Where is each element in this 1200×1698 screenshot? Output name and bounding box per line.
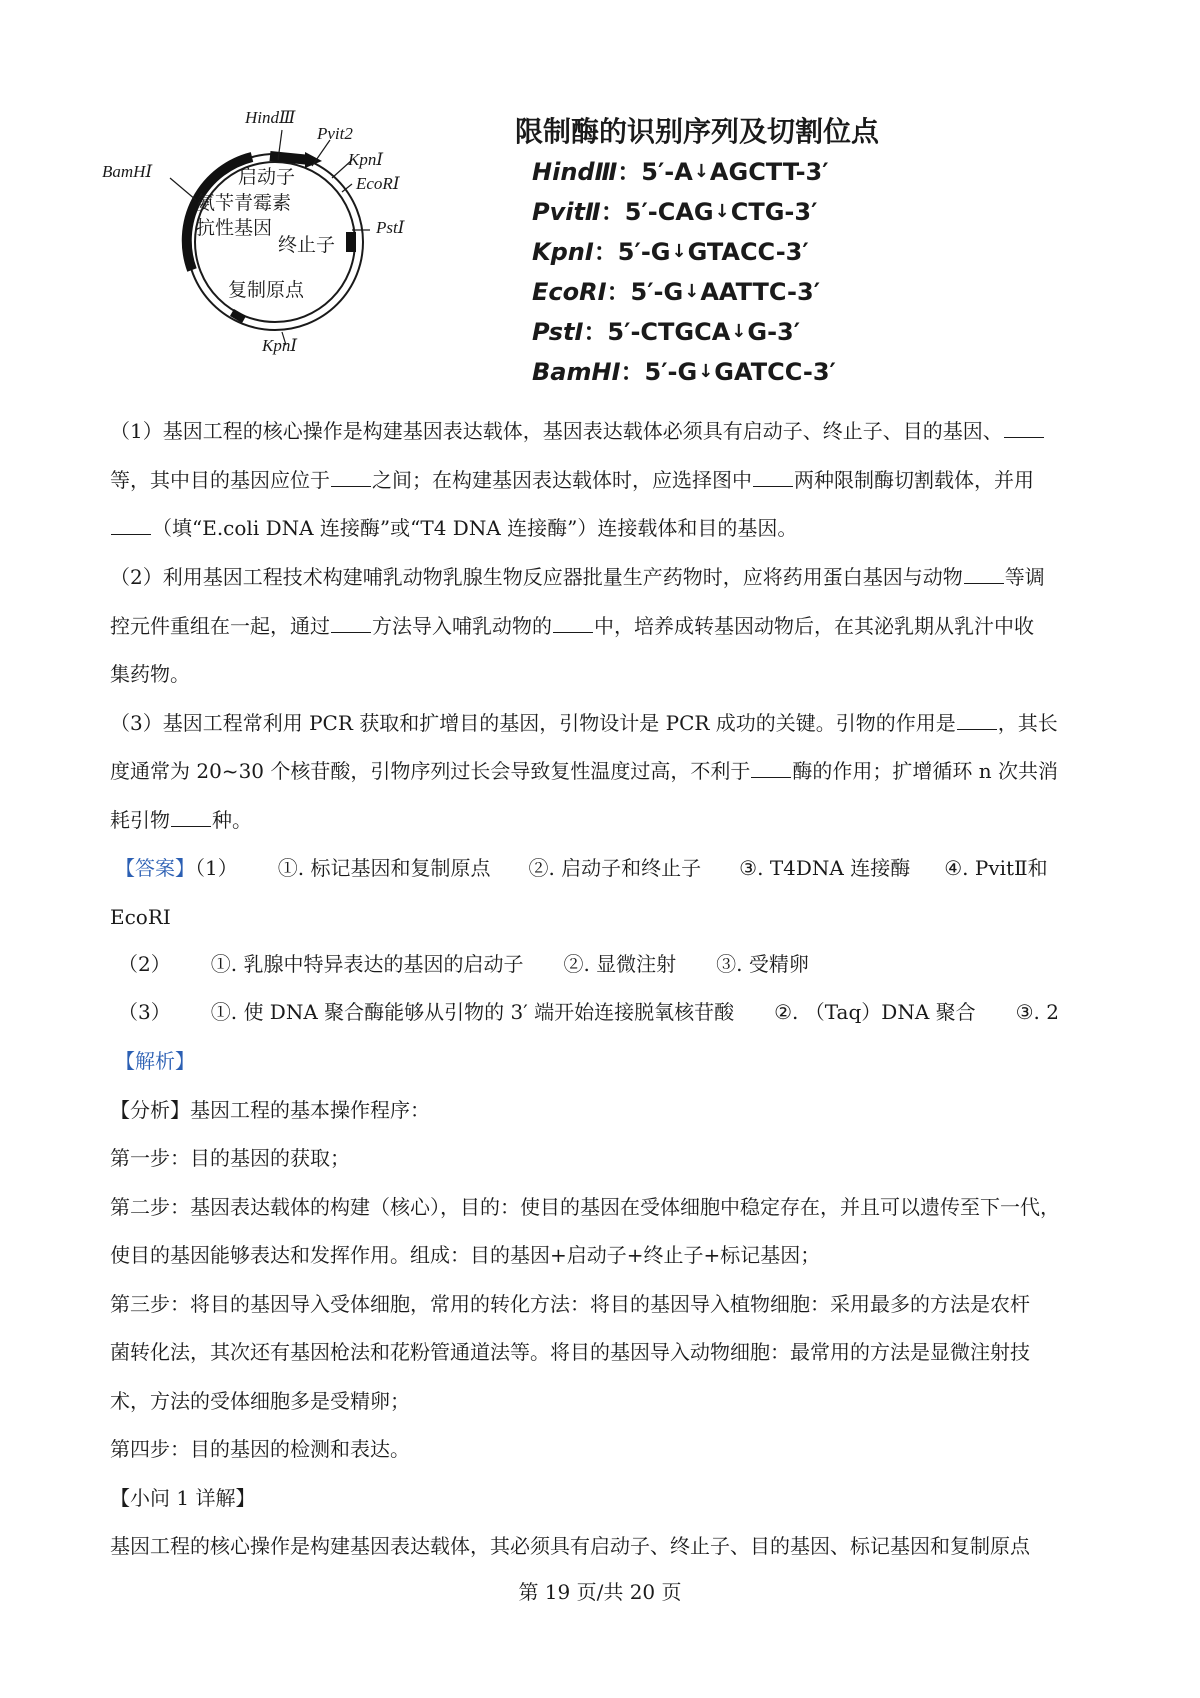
q2-line-3: 集药物。 xyxy=(110,662,190,686)
answer-blank[interactable] xyxy=(957,713,997,730)
answer-line-2: （2） ①. 乳腺中特异表达的基因的启动子 ②. 显微注射 ③. 受精卵 xyxy=(118,952,809,976)
q3-line-3: 耗引物 种。 xyxy=(110,808,252,832)
enzyme-row: HindⅢ：5′-A↓AGCTT-3′ xyxy=(532,158,829,186)
answer-blank[interactable] xyxy=(751,761,791,778)
cut-arrow-icon: ↓ xyxy=(698,361,714,382)
enzyme-row: PvitⅡ：5′-CAG↓CTG-3′ xyxy=(532,198,818,226)
region-amp-resistance-2: 抗性基因 xyxy=(196,217,273,239)
region-ori: 复制原点 xyxy=(228,279,305,301)
step-4: 第四步：目的基因的检测和表达。 xyxy=(110,1437,410,1461)
label-kpn1-top: KpnⅠ xyxy=(348,150,384,169)
enzyme-table-title: 限制酶的识别序列及切割位点 xyxy=(515,115,880,148)
region-amp-resistance-1: 氨苄青霉素 xyxy=(196,192,292,214)
answer-line-1: 【答案】（1） ①. 标记基因和复制原点 ②. 启动子和终止子 ③. T4DNA 连接酶 ④. PvitⅡ和 xyxy=(115,856,1048,880)
subquestion-1-heading: 【小问 1 详解】 xyxy=(110,1486,256,1510)
q1-line-3: （填“E.coli DNA 连接酶”或“T4 DNA 连接酶”）连接载体和目的基因。 xyxy=(110,516,797,540)
label-pst1: PstⅠ xyxy=(376,218,405,237)
cut-arrow-icon: ↓ xyxy=(684,281,700,302)
step-1: 第一步：目的基因的获取； xyxy=(110,1146,350,1170)
answer-blank[interactable] xyxy=(553,616,593,633)
cut-arrow-icon: ↓ xyxy=(714,201,730,222)
label-pvit2: Pvit2 xyxy=(317,124,353,143)
analysis-heading: 【分析】基因工程的基本操作程序： xyxy=(110,1098,430,1122)
answer-blank[interactable] xyxy=(1004,421,1044,438)
answer-line-3: （3） ①. 使 DNA 聚合酶能够从引物的 3′ 端开始连接脱氧核苷酸 ②. （Taq）DNA 聚合 ③. 2 xyxy=(118,1000,1059,1024)
answer-label: 【答案】 xyxy=(115,856,195,880)
answer-blank[interactable] xyxy=(331,470,371,487)
page-footer: 第 19 页/共 20 页 xyxy=(518,1580,682,1604)
step-2-line-2: 使目的基因能够表达和发挥作用。组成：目的基因+启动子+终止子+标记基因； xyxy=(110,1243,821,1267)
label-hind3: HindⅢ xyxy=(245,108,296,127)
step-3-line-3: 术，方法的受体细胞多是受精卵； xyxy=(110,1389,410,1413)
q2-line-1: （2）利用基因工程技术构建哺乳动物乳腺生物反应器批量生产药物时，应将药用蛋白基因与动物 等调 xyxy=(110,565,1045,589)
label-ecor1: EcoRⅠ xyxy=(356,174,400,193)
step-3-line-1: 第三步：将目的基因导入受体细胞，常用的转化方法：将目的基因导入植物细胞：采用最多的方法是农杆 xyxy=(110,1292,1030,1316)
analysis-label: 【解析】 xyxy=(115,1049,195,1073)
cut-arrow-icon: ↓ xyxy=(693,161,709,182)
enzyme-row: PstⅠ：5′-CTGCA↓G-3′ xyxy=(532,318,801,346)
bamh1-tick xyxy=(170,178,196,200)
q1-line-2: 等，其中目的基因应位于 之间；在构建基因表达载体时，应选择图中 两种限制酶切割载体，并用 xyxy=(110,468,1034,492)
step-2-line-1: 第二步：基因表达载体的构建（核心），目的：使目的基因在受体细胞中稳定存在，并且可以遗传至下一代， xyxy=(110,1195,1060,1219)
answer-blank[interactable] xyxy=(753,470,793,487)
q3-line-1: （3）基因工程常利用 PCR 获取和扩增目的基因，引物设计是 PCR 成功的关键。引物的作用是 ，其长 xyxy=(110,711,1058,735)
cut-arrow-icon: ↓ xyxy=(731,321,747,342)
answer-line-1b: EcoRⅠ xyxy=(110,905,171,929)
q2-line-2: 控元件重组在一起，通过 方法导入哺乳动物的 中，培养成转基因动物后，在其泌乳期从乳汁中收 xyxy=(110,614,1034,638)
region-terminator: 终止子 xyxy=(278,234,336,256)
answer-blank[interactable] xyxy=(171,810,211,827)
q3-line-2: 度通常为 20~30 个核苷酸，引物序列过长会导致复性温度过高，不利于 酶的作用；扩增循环 n 次共消 xyxy=(110,759,1058,783)
answer-blank[interactable] xyxy=(111,518,151,535)
step-3-line-2: 菌转化法，其次还有基因枪法和花粉管通道法等。将目的基因导入动物细胞：最常用的方法是显微注射技 xyxy=(110,1340,1030,1364)
q1-line-1: （1）基因工程的核心操作是构建基因表达载体，基因表达载体必须具有启动子、终止子、目的基因、 xyxy=(110,419,1045,443)
answer-blank[interactable] xyxy=(331,616,371,633)
cut-arrow-icon: ↓ xyxy=(671,241,687,262)
region-promoter: 启动子 xyxy=(238,166,296,188)
enzyme-row: KpnⅠ：5′-G↓GTACC-3′ xyxy=(532,238,809,266)
label-kpn1-bottom: KpnⅠ xyxy=(262,336,298,355)
label-bamh1: BamHⅠ xyxy=(102,162,153,181)
enzyme-row: EcoRⅠ：5′-G↓AATTC-3′ xyxy=(532,278,821,306)
subquestion-1-text: 基因工程的核心操作是构建基因表达载体，其必须具有启动子、终止子、目的基因、标记基因和复制原点 xyxy=(110,1534,1030,1558)
plasmid-diagram xyxy=(100,100,520,400)
answer-blank[interactable] xyxy=(964,567,1004,584)
enzyme-row: BamHⅠ：5′-G↓GATCC-3′ xyxy=(532,358,836,386)
